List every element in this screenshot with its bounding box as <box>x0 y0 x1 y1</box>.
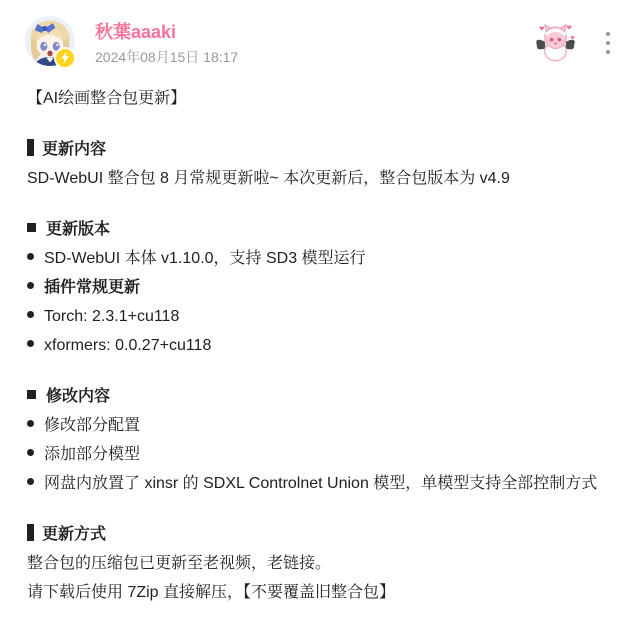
section-heading <box>27 382 638 411</box>
bullet-dot-icon <box>27 340 34 347</box>
section-heading <box>27 135 638 164</box>
spacer <box>27 193 638 215</box>
lightning-badge-icon <box>54 47 76 69</box>
line-text: 修改内容 <box>46 388 111 405</box>
bullet-dot-icon <box>27 282 34 289</box>
bullet-item <box>27 331 638 360</box>
section-heading <box>27 520 638 549</box>
more-options-button[interactable] <box>601 29 615 57</box>
line-text: 整合包的压缩包已更新至老视频，老链接。 <box>27 555 332 572</box>
post-paragraph <box>27 164 638 193</box>
bullet-dot-icon <box>27 449 34 456</box>
line-text: 更新方式 <box>42 526 107 543</box>
username-link[interactable]: 秋葉aaaki <box>95 22 177 42</box>
bar-marker-icon <box>27 524 34 541</box>
section-heading <box>27 215 638 244</box>
bullet-item <box>27 302 638 331</box>
more-options-icon <box>606 32 610 36</box>
bullet-item <box>27 244 638 273</box>
bullet-item <box>27 273 638 302</box>
bullet-item <box>27 440 638 469</box>
line-text: 更新版本 <box>46 221 111 238</box>
line-text: SD-WebUI 整合包 8 月常规更新啦~ 本次更新后，整合包版本为 v4.9 <box>27 170 510 187</box>
post-paragraph <box>27 549 638 578</box>
bar-marker-icon <box>27 139 34 156</box>
post-paragraph <box>27 578 638 607</box>
bullet-dot-icon <box>27 478 34 485</box>
line-text: 请下载后使用 7Zip 直接解压，【不要覆盖旧整合包】 <box>27 584 396 601</box>
bullet-dot-icon <box>27 253 34 260</box>
line-text: 插件常规更新 <box>44 279 141 296</box>
line-text: 网盘内放置了 xinsr 的 SDXL Controlnet Union 模型，单模型支持全部控制方式 <box>44 475 598 492</box>
spacer <box>27 498 638 520</box>
bullet-item <box>27 469 638 498</box>
line-text: 更新内容 <box>42 141 107 158</box>
pink-cat-sticker <box>533 21 578 66</box>
spacer <box>27 360 638 382</box>
line-text: Torch: 2.3.1+cu118 <box>44 308 180 325</box>
line-text: 修改部分配置 <box>44 417 141 434</box>
line-text: xformers: 0.0.27+cu118 <box>44 337 212 354</box>
bullet-dot-icon <box>27 420 34 427</box>
bullet-item <box>27 411 638 440</box>
line-text: 添加部分模型 <box>44 446 141 463</box>
spacer <box>27 113 638 135</box>
square-marker-icon <box>27 223 36 232</box>
line-text: SD-WebUI 本体 v1.10.0，支持 SD3 模型运行 <box>44 250 366 267</box>
square-marker-icon <box>27 390 36 399</box>
more-options-icon <box>606 50 610 54</box>
post-date: 2024年08月15日 18:17 <box>95 49 239 65</box>
more-options-icon <box>606 41 610 45</box>
line-text: 【AI绘画整合包更新】 <box>27 90 187 107</box>
bullet-dot-icon <box>27 311 34 318</box>
post-content <box>27 84 638 607</box>
post-title <box>27 84 638 113</box>
